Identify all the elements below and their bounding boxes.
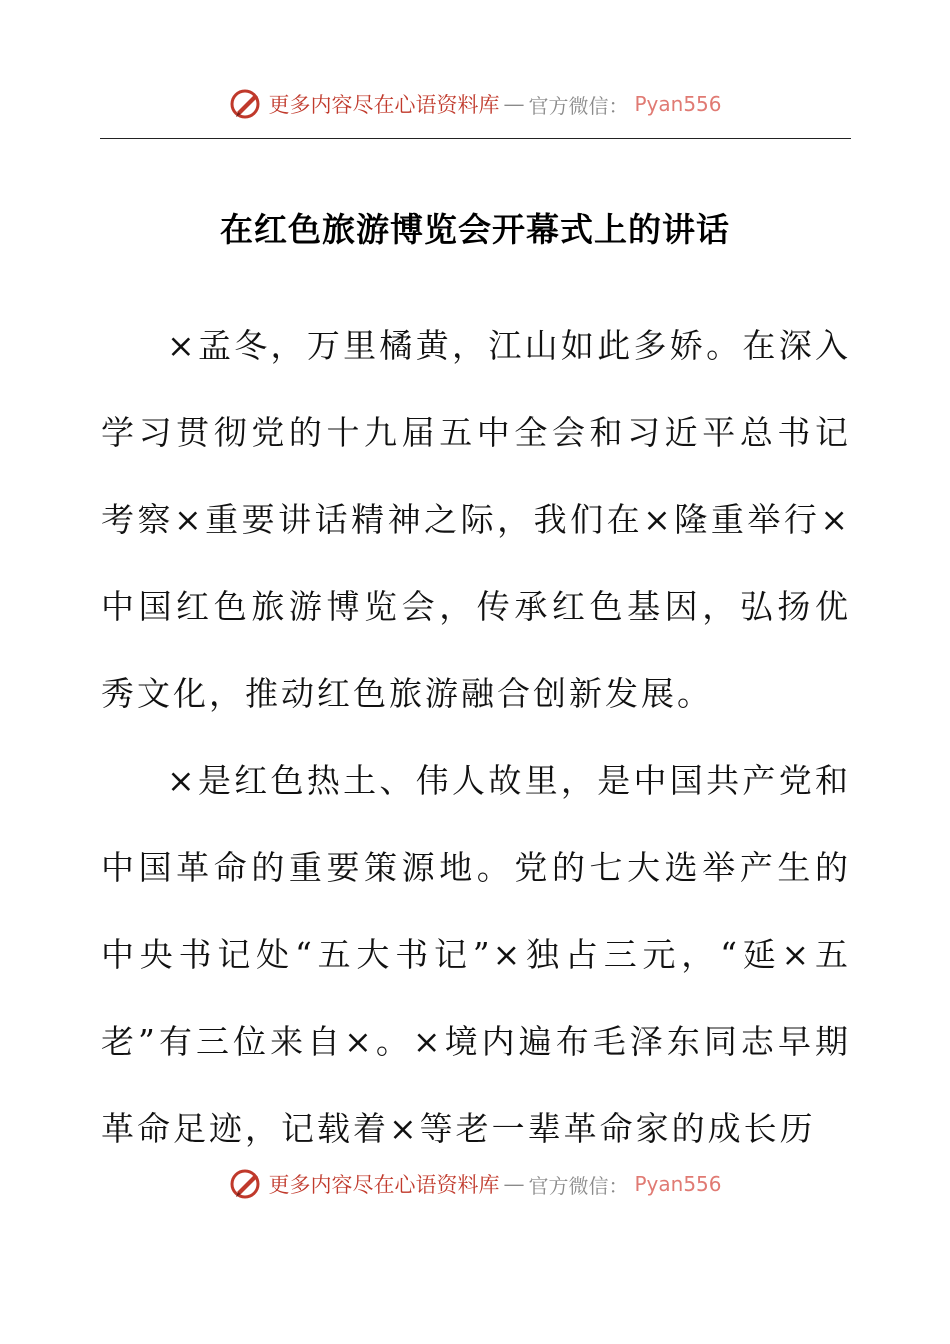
header-divider (100, 138, 851, 139)
header-wechat-label: 官方微信： (528, 93, 629, 118)
body-paragraph-1: ×孟冬，万里橘黄，江山如此多娇。在深入学习贯彻党的十九届五中全会和习近平总书记考察×重要讲话精神之际，我们在×隆重举行×中国红色旅游博览会，传承红色基因，弘扬优秀文化，推动红色旅游融合创新发展。 (101, 326, 851, 713)
header-banner (0, 84, 950, 124)
document-body (101, 302, 851, 1172)
footer-brand-text: 更多内容尽在心语资料库 (268, 1173, 500, 1197)
document-title: 在红色旅游博览会开幕式上的讲话 (220, 210, 730, 249)
body-paragraph-2: ×是红色热土、伟人故里，是中国共产党和中国革命的重要策源地。党的七大选举产生的中央书记处“五大书记”×独占三元，“延×五老”有三位来自×。×境内遍布毛泽东同志早期革命足迹，记载着×等老一辈革命家的成长历 (101, 761, 851, 1148)
header-brand-text: 更多内容尽在心语资料库 (268, 93, 500, 117)
footer-wechat-label: 官方微信： (528, 1173, 629, 1198)
footer-wechat-account: Pyan556 (634, 1172, 722, 1196)
header-separator: — (503, 92, 525, 116)
footer-separator: — (503, 1172, 525, 1196)
quill-pen-logo-icon (228, 86, 264, 122)
footer-banner (0, 1164, 950, 1204)
quill-pen-logo-icon (228, 1166, 264, 1202)
header-wechat-account: Pyan556 (634, 92, 722, 116)
